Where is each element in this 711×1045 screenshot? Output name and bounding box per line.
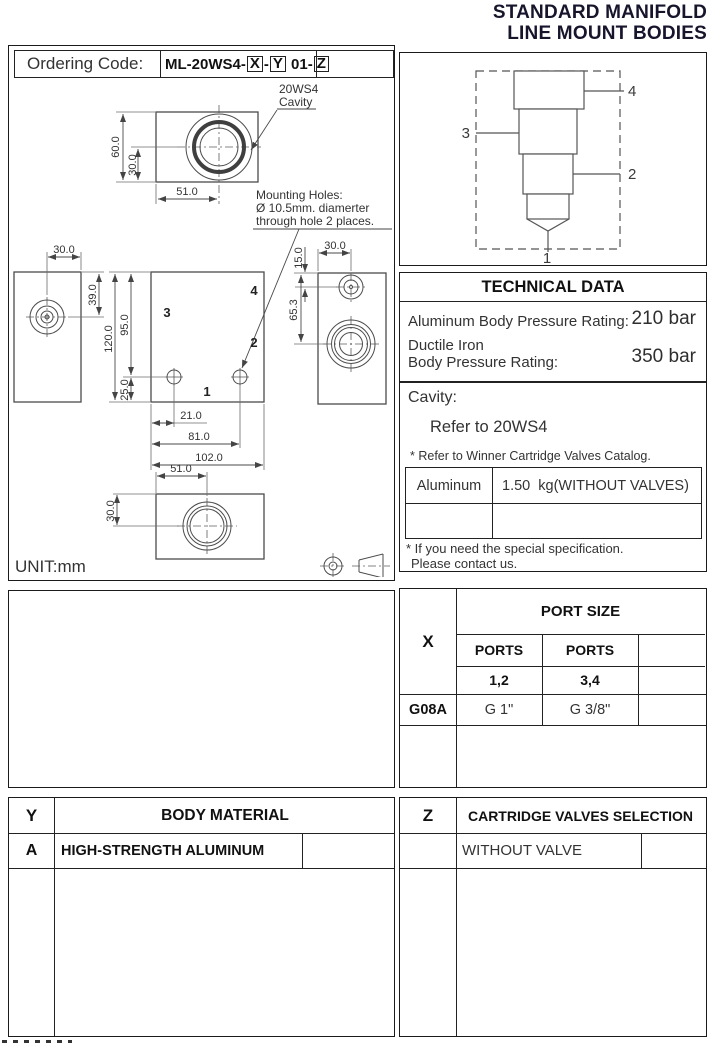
pressure-rating-ductile-line2: Body Pressure Rating:	[408, 354, 559, 371]
cavity-schematic	[400, 53, 705, 264]
front-port4-label: 4	[250, 283, 258, 298]
pressure-rating-ductile-label	[408, 337, 558, 371]
weight-material-cell: Aluminum	[416, 477, 482, 494]
body-material-key: Y	[25, 805, 38, 825]
divider	[641, 833, 642, 868]
mounting-note-line3: through hole 2 places.	[256, 214, 375, 228]
cavity-callout-line2: Cavity	[279, 95, 313, 109]
ports-34-sub: 3,4	[580, 672, 600, 688]
projection-symbol-icon	[320, 553, 390, 577]
cartridge-row-value: WITHOUT VALVE	[462, 842, 583, 859]
drawing-left-view	[14, 244, 104, 402]
schematic-port2-label: 2	[628, 166, 637, 183]
code-prefix: ML-20WS4-	[165, 55, 246, 73]
dim-30-left: 30.0	[53, 244, 75, 256]
drawing-top-view	[110, 105, 261, 204]
code-option-x: X	[247, 56, 263, 72]
special-spec-footnote-line2: Please contact us.	[411, 555, 518, 571]
special-spec-footnote-line1: * If you need the special specification.	[406, 541, 624, 556]
ports-12-sub: 1,2	[489, 672, 509, 688]
mounting-note-line1: Mounting Holes:	[256, 188, 343, 202]
schematic-port1-label: 1	[542, 250, 552, 264]
dim-65-3: 65.3	[288, 299, 300, 321]
divider	[638, 634, 639, 725]
dim-60: 60.0	[110, 136, 122, 158]
ports-34-header: PORTS	[565, 642, 615, 658]
schematic-port4-label: 4	[628, 83, 637, 100]
schematic-port3-label: 3	[461, 125, 470, 142]
technical-data-title: TECHNICAL DATA	[400, 273, 706, 302]
pressure-rating-aluminum-value: 210 bar	[631, 308, 696, 329]
page-title	[493, 2, 707, 44]
body-material-row-value: HIGH-STRENGTH ALUMINUM	[61, 842, 265, 859]
mounting-note-line2: Ø 10.5mm. diamerter	[256, 201, 370, 215]
port-size-x-key: X	[422, 631, 434, 651]
body-material-row-key: A	[25, 841, 38, 859]
pressure-rating-ductile-line1: Ductile Iron	[408, 337, 484, 354]
body-material-header: BODY MATERIAL	[161, 806, 289, 824]
weight-table	[405, 467, 702, 539]
cavity-note: * Refer to Winner Cartridge Valves Catalog.	[410, 449, 651, 463]
dim-39: 39.0	[87, 284, 99, 306]
port-size-row-value-12: G 1"	[484, 701, 514, 718]
cavity-callout	[251, 82, 319, 150]
code-dash: -	[263, 55, 269, 73]
divider	[406, 503, 701, 504]
technical-data-panel	[399, 272, 707, 572]
pressure-rating-ductile-value: 350 bar	[631, 346, 696, 367]
code-option-z: Z	[314, 56, 329, 72]
ordering-code-label: Ordering Code:	[27, 54, 144, 73]
cartridge-key: Z	[422, 805, 434, 825]
schematic-panel	[399, 52, 707, 266]
divider	[9, 868, 394, 869]
port-size-header: PORT SIZE	[540, 603, 621, 620]
code-option-y: Y	[270, 56, 286, 72]
cavity-callout-line1: 20WS4	[279, 82, 319, 96]
port-size-panel	[399, 588, 707, 788]
dim-95: 95.0	[119, 314, 131, 336]
cartridge-selection-panel	[399, 797, 707, 1037]
dim-30-top: 30.0	[127, 154, 139, 176]
cavity-value: Refer to 20WS4	[430, 418, 548, 436]
special-spec-footnote	[406, 542, 624, 571]
divider	[302, 833, 303, 868]
ports-12-header: PORTS	[474, 642, 524, 658]
front-port3-label: 3	[163, 305, 171, 320]
dim-30-bottom: 30.0	[105, 500, 117, 522]
dim-102: 102.0	[195, 452, 223, 464]
page-title-line2: LINE MOUNT BODIES	[507, 23, 707, 44]
code-mid: 01-	[286, 55, 313, 73]
pressure-rating-aluminum-label: Aluminum Body Pressure Rating:	[408, 313, 629, 330]
dim-25: 25.0	[119, 379, 131, 401]
ordering-code-value	[165, 51, 330, 77]
footer-code-fragment	[2, 1040, 72, 1043]
dimension-drawings	[9, 77, 393, 577]
cavity-label: Cavity:	[408, 389, 457, 406]
dim-51-bottom: 51.0	[170, 463, 192, 475]
ordering-code-bar	[14, 50, 394, 78]
drawing-front-view	[103, 272, 264, 470]
unit-label: UNIT:mm	[15, 557, 86, 576]
front-port2-label: 2	[250, 335, 258, 350]
empty-panel	[8, 590, 395, 788]
port-size-row-key: G08A	[409, 701, 447, 718]
divider	[400, 381, 706, 383]
dim-15: 15.0	[293, 247, 305, 269]
front-port1-label: 1	[203, 384, 211, 399]
drawing-right-view	[288, 240, 386, 404]
dim-51-top: 51.0	[176, 186, 198, 198]
divider	[400, 725, 706, 726]
cartridge-header: CARTRIDGE VALVES SELECTION	[467, 807, 694, 824]
dim-30-right: 30.0	[324, 240, 346, 252]
dim-81: 81.0	[188, 431, 210, 443]
weight-value-cell: 1.50 kg(WITHOUT VALVES)	[502, 477, 689, 494]
drawing-bottom-view	[105, 463, 264, 559]
dim-120: 120.0	[103, 325, 115, 353]
dim-21: 21.0	[180, 410, 202, 422]
port-size-row-value-34: G 3/8"	[569, 701, 611, 718]
drawing-panel	[8, 45, 395, 581]
divider	[400, 868, 706, 869]
divider	[160, 51, 161, 77]
page-title-line1: STANDARD MANIFOLD	[492, 2, 707, 23]
body-material-panel	[8, 797, 395, 1037]
